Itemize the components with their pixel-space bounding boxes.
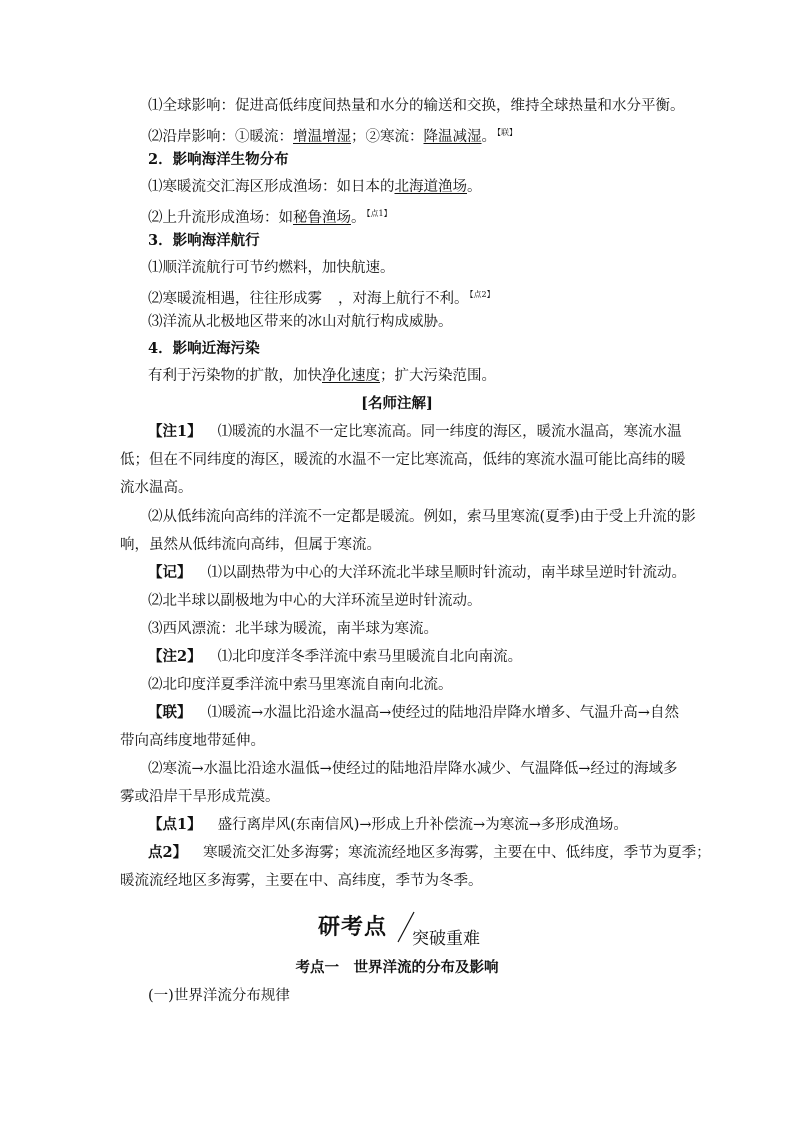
note-tag: 【点1】 (148, 816, 202, 833)
subsection-title (148, 986, 290, 1006)
note-zhu1-p2-line1 (148, 507, 696, 527)
note-dian1-line1 (148, 815, 628, 835)
note-text: 暖流流经地区多海雾，主要在中、高纬度，季节为冬季。 (120, 873, 483, 889)
heading-text: 3．影响海洋航行 (148, 232, 260, 249)
note-text: ⑶西风漂流：北半球为暖流，南半球为寒流。 (148, 621, 438, 637)
note-text: ⑵从低纬流向高纬的洋流不一定都是暖流。例如，索马里寒流(夏季)由于受上升流的影 (148, 509, 696, 525)
section-title (0, 958, 794, 978)
text-fragment: ⑵寒暖流相遇，往往形成雾 (148, 290, 322, 307)
text-fragment: 。 (467, 179, 482, 195)
text-fragment: ⑴寒暖流交汇海区形成渔场：如日本的 (148, 179, 395, 195)
note-lian-line2 (120, 731, 265, 751)
note-text: 带向高纬度地带延伸。 (120, 733, 265, 749)
note-mark-lian: 【联】 (497, 128, 517, 137)
note-mark-point1: 【点1】 (366, 209, 392, 218)
note-text: 寒暖流交汇处多海雾；寒流流经地区多海雾，主要在中、低纬度，季节为夏季； (203, 845, 711, 861)
text-fragment: ⑴顺洋流航行可节约燃料，加快航速。 (148, 260, 395, 276)
note-mark-point2: 【点2】 (469, 290, 495, 299)
subsection-title-text: (一)世界洋流分布规律 (148, 988, 290, 1004)
note-ji-line1 (148, 563, 686, 583)
text-line-nav-3 (148, 312, 453, 332)
underlined-answer: 降温减湿 (423, 128, 482, 145)
note-lian-line1 (148, 703, 679, 723)
note-dian2-line1 (148, 843, 711, 863)
heading-marine-life (148, 150, 289, 170)
text-line-fishery-2 (148, 204, 392, 228)
section-title-text: 考点一 世界洋流的分布及影响 (295, 959, 499, 976)
note-ji-line2 (148, 591, 482, 611)
note-tag: 【联】 (148, 704, 192, 721)
heading-text: 2．影响海洋生物分布 (148, 151, 289, 168)
note-text: ⑵北半球以副极地为中心的大洋环流呈逆时针流动。 (148, 593, 482, 609)
underlined-answer: 北海道渔场 (394, 179, 467, 195)
note-zhu1-line1 (148, 422, 682, 442)
text-fragment: ⑶洋流从北极地区带来的冰山对航行构成威胁。 (148, 314, 453, 330)
note-dian2-line2 (120, 871, 483, 891)
text-line-fishery-1 (148, 177, 482, 197)
note-text: ⑴以副热带为中心的大洋环流北半球呈顺时针流动，南半球呈逆时针流动。 (207, 565, 686, 581)
text-line-global-impact (148, 96, 685, 116)
text-fragment: 。 (481, 128, 496, 145)
section-banner (318, 910, 518, 950)
note-zhu2-line2 (148, 675, 453, 695)
note-zhu1-line3 (120, 478, 193, 498)
note-lian-p2-line2 (120, 787, 280, 807)
heading-text: 4．影响近海污染 (148, 340, 260, 357)
note-text: 响，虽然从低纬流向高纬，但属于寒流。 (120, 537, 381, 553)
text-fragment: ⑵沿岸影响：①暖流： (148, 128, 293, 145)
text-fragment: ；②寒流： (351, 128, 424, 145)
note-ji-line3 (148, 619, 438, 639)
note-zhu1-p2-line2 (120, 535, 381, 555)
text-fragment: 有利于污染物的扩散，加快 (148, 368, 322, 384)
note-zhu2-line1 (148, 647, 522, 667)
note-zhu1-line2 (120, 450, 686, 470)
text-fragment: ；扩大污染范围。 (380, 368, 496, 384)
text-line-coastal-impact (148, 123, 517, 147)
text-fragment: ，对海上航行不利。 (338, 290, 469, 307)
text-line-pollution (148, 366, 496, 386)
note-tag: 【记】 (148, 564, 192, 581)
note-text: ⑵寒流→水温比沿途水温低→使经过的陆地沿岸降水减少、气温降低→经过的海域多 (148, 761, 678, 777)
note-text: 盛行离岸风(东南信风)→形成上升补偿流→为寒流→多形成渔场。 (217, 817, 628, 833)
note-text: 低；但在不同纬度的海区，暖流的水温不一定比寒流高，低纬的寒流水温可能比高纬的暖 (120, 452, 686, 468)
note-text: ⑵北印度洋夏季洋流中索马里寒流自南向北流。 (148, 677, 453, 693)
notes-title (0, 394, 794, 414)
text-fragment: ⑵上升流形成渔场：如 (148, 209, 293, 226)
banner-right-text: 突破重难 (412, 929, 480, 949)
note-text: ⑴北印度洋冬季洋流中索马里暖流自北向南流。 (217, 649, 523, 665)
note-tag: 点2】 (148, 844, 188, 861)
underlined-answer: 秘鲁渔场 (293, 209, 351, 226)
heading-pollution (148, 339, 260, 359)
text-line-nav-2 (148, 285, 495, 309)
note-text: 流水温高。 (120, 480, 193, 496)
text-line-nav-1 (148, 258, 395, 278)
text-fragment: 。 (351, 209, 366, 226)
note-text: ⑴暖流→水温比沿途水温高→使经过的陆地沿岸降水增多、气温升高→自然 (207, 705, 679, 721)
underlined-answer: 增温增湿 (293, 128, 351, 145)
banner-left-text: 研考点 (318, 915, 388, 940)
note-tag: 【注2】 (148, 648, 202, 665)
heading-navigation (148, 231, 260, 251)
note-text: 雾或沿岸干旱形成荒漠。 (120, 789, 280, 805)
note-tag: 【注1】 (148, 423, 202, 440)
text-global-impact: ⑴全球影响：促进高低纬度间热量和水分的输送和交换，维持全球热量和水分平衡。 (148, 98, 685, 114)
underlined-answer: 净化速度 (322, 368, 380, 384)
note-text: ⑴暖流的水温不一定比寒流高。同一纬度的海区，暖流水温高，寒流水温 (217, 424, 682, 440)
note-lian-p2-line1 (148, 759, 677, 779)
notes-title-text: [名师注解] (361, 395, 433, 412)
